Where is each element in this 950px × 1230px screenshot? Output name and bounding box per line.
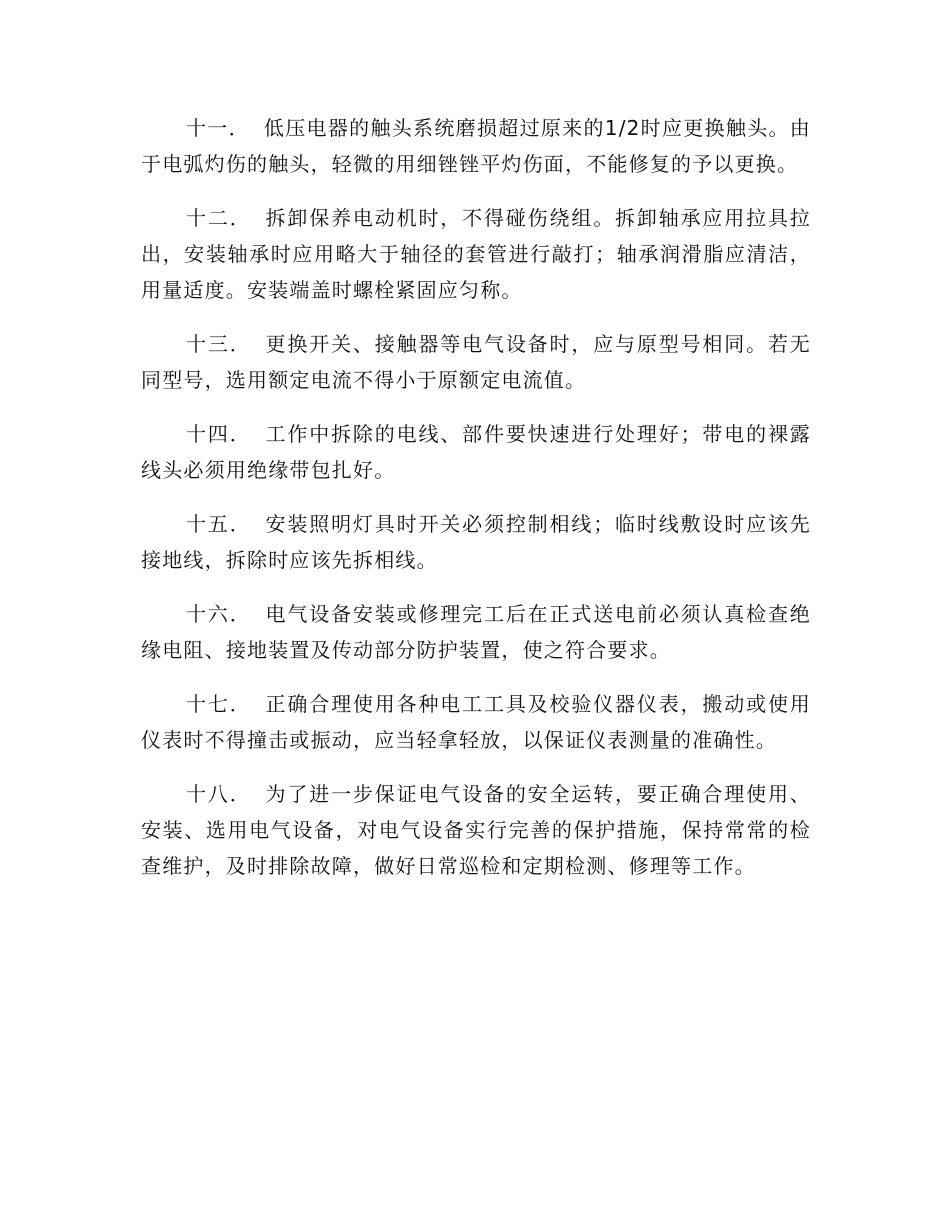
paragraph-text: 正确合理使用各种电工工具及校验仪器仪表，搬动或使用仪表时不得撞击或振动，应当轻拿轻放，以保证仪表测量的准确性。 [141,692,812,752]
document-body [141,110,811,902]
paragraph-15 [141,506,811,578]
paragraph-14 [141,416,811,488]
paragraph-text: 电气设备安装或修理完工后在正式送电前必须认真检查绝缘电阻、接地装置及传动部分防护装置，使之符合要求。 [141,602,812,662]
paragraph-text: 工作中拆除的电线、部件要快速进行处理好；带电的裸露线头必须用绝缘带包扎好。 [141,422,812,482]
paragraph-number: 十六． [186,602,252,626]
paragraph-11 [141,110,811,182]
paragraph-number: 十一． [186,116,250,140]
paragraph-12 [141,200,811,308]
paragraph-text: 拆卸保养电动机时，不得碰伤绕组。拆卸轴承应用拉具拉出，安装轴承时应用略大于轴径的套管进行敲打；轴承润滑脂应清洁，用量适度。安装端盖时螺栓紧固应匀称。 [141,206,812,302]
paragraph-number: 十四． [186,422,252,446]
paragraph-number: 十八． [186,782,252,806]
paragraph-16 [141,596,811,668]
paragraph-number: 十三． [186,332,252,356]
paragraph-number: 十五． [186,512,252,536]
paragraph-text: 安装照明灯具时开关必须控制相线；临时线敷设时应该先接地线，拆除时应该先拆相线。 [141,512,812,572]
paragraph-13 [141,326,811,398]
paragraph-number: 十二． [186,206,252,230]
paragraph-text: 低压电器的触头系统磨损超过原来的1/2时应更换触头。由于电弧灼伤的触头，轻微的用细锉锉平灼伤面，不能修复的予以更换。 [141,116,811,176]
paragraph-17 [141,686,811,758]
paragraph-number: 十七． [186,692,252,716]
paragraph-text: 为了进一步保证电气设备的安全运转，要正确合理使用、安装、选用电气设备，对电气设备实行完善的保护措施，保持常常的检查维护，及时排除故障，做好日常巡检和定期检测、修理等工作。 [141,782,812,878]
paragraph-18 [141,776,811,884]
paragraph-text: 更换开关、接触器等电气设备时，应与原型号相同。若无同型号，选用额定电流不得小于原额定电流值。 [141,332,812,392]
